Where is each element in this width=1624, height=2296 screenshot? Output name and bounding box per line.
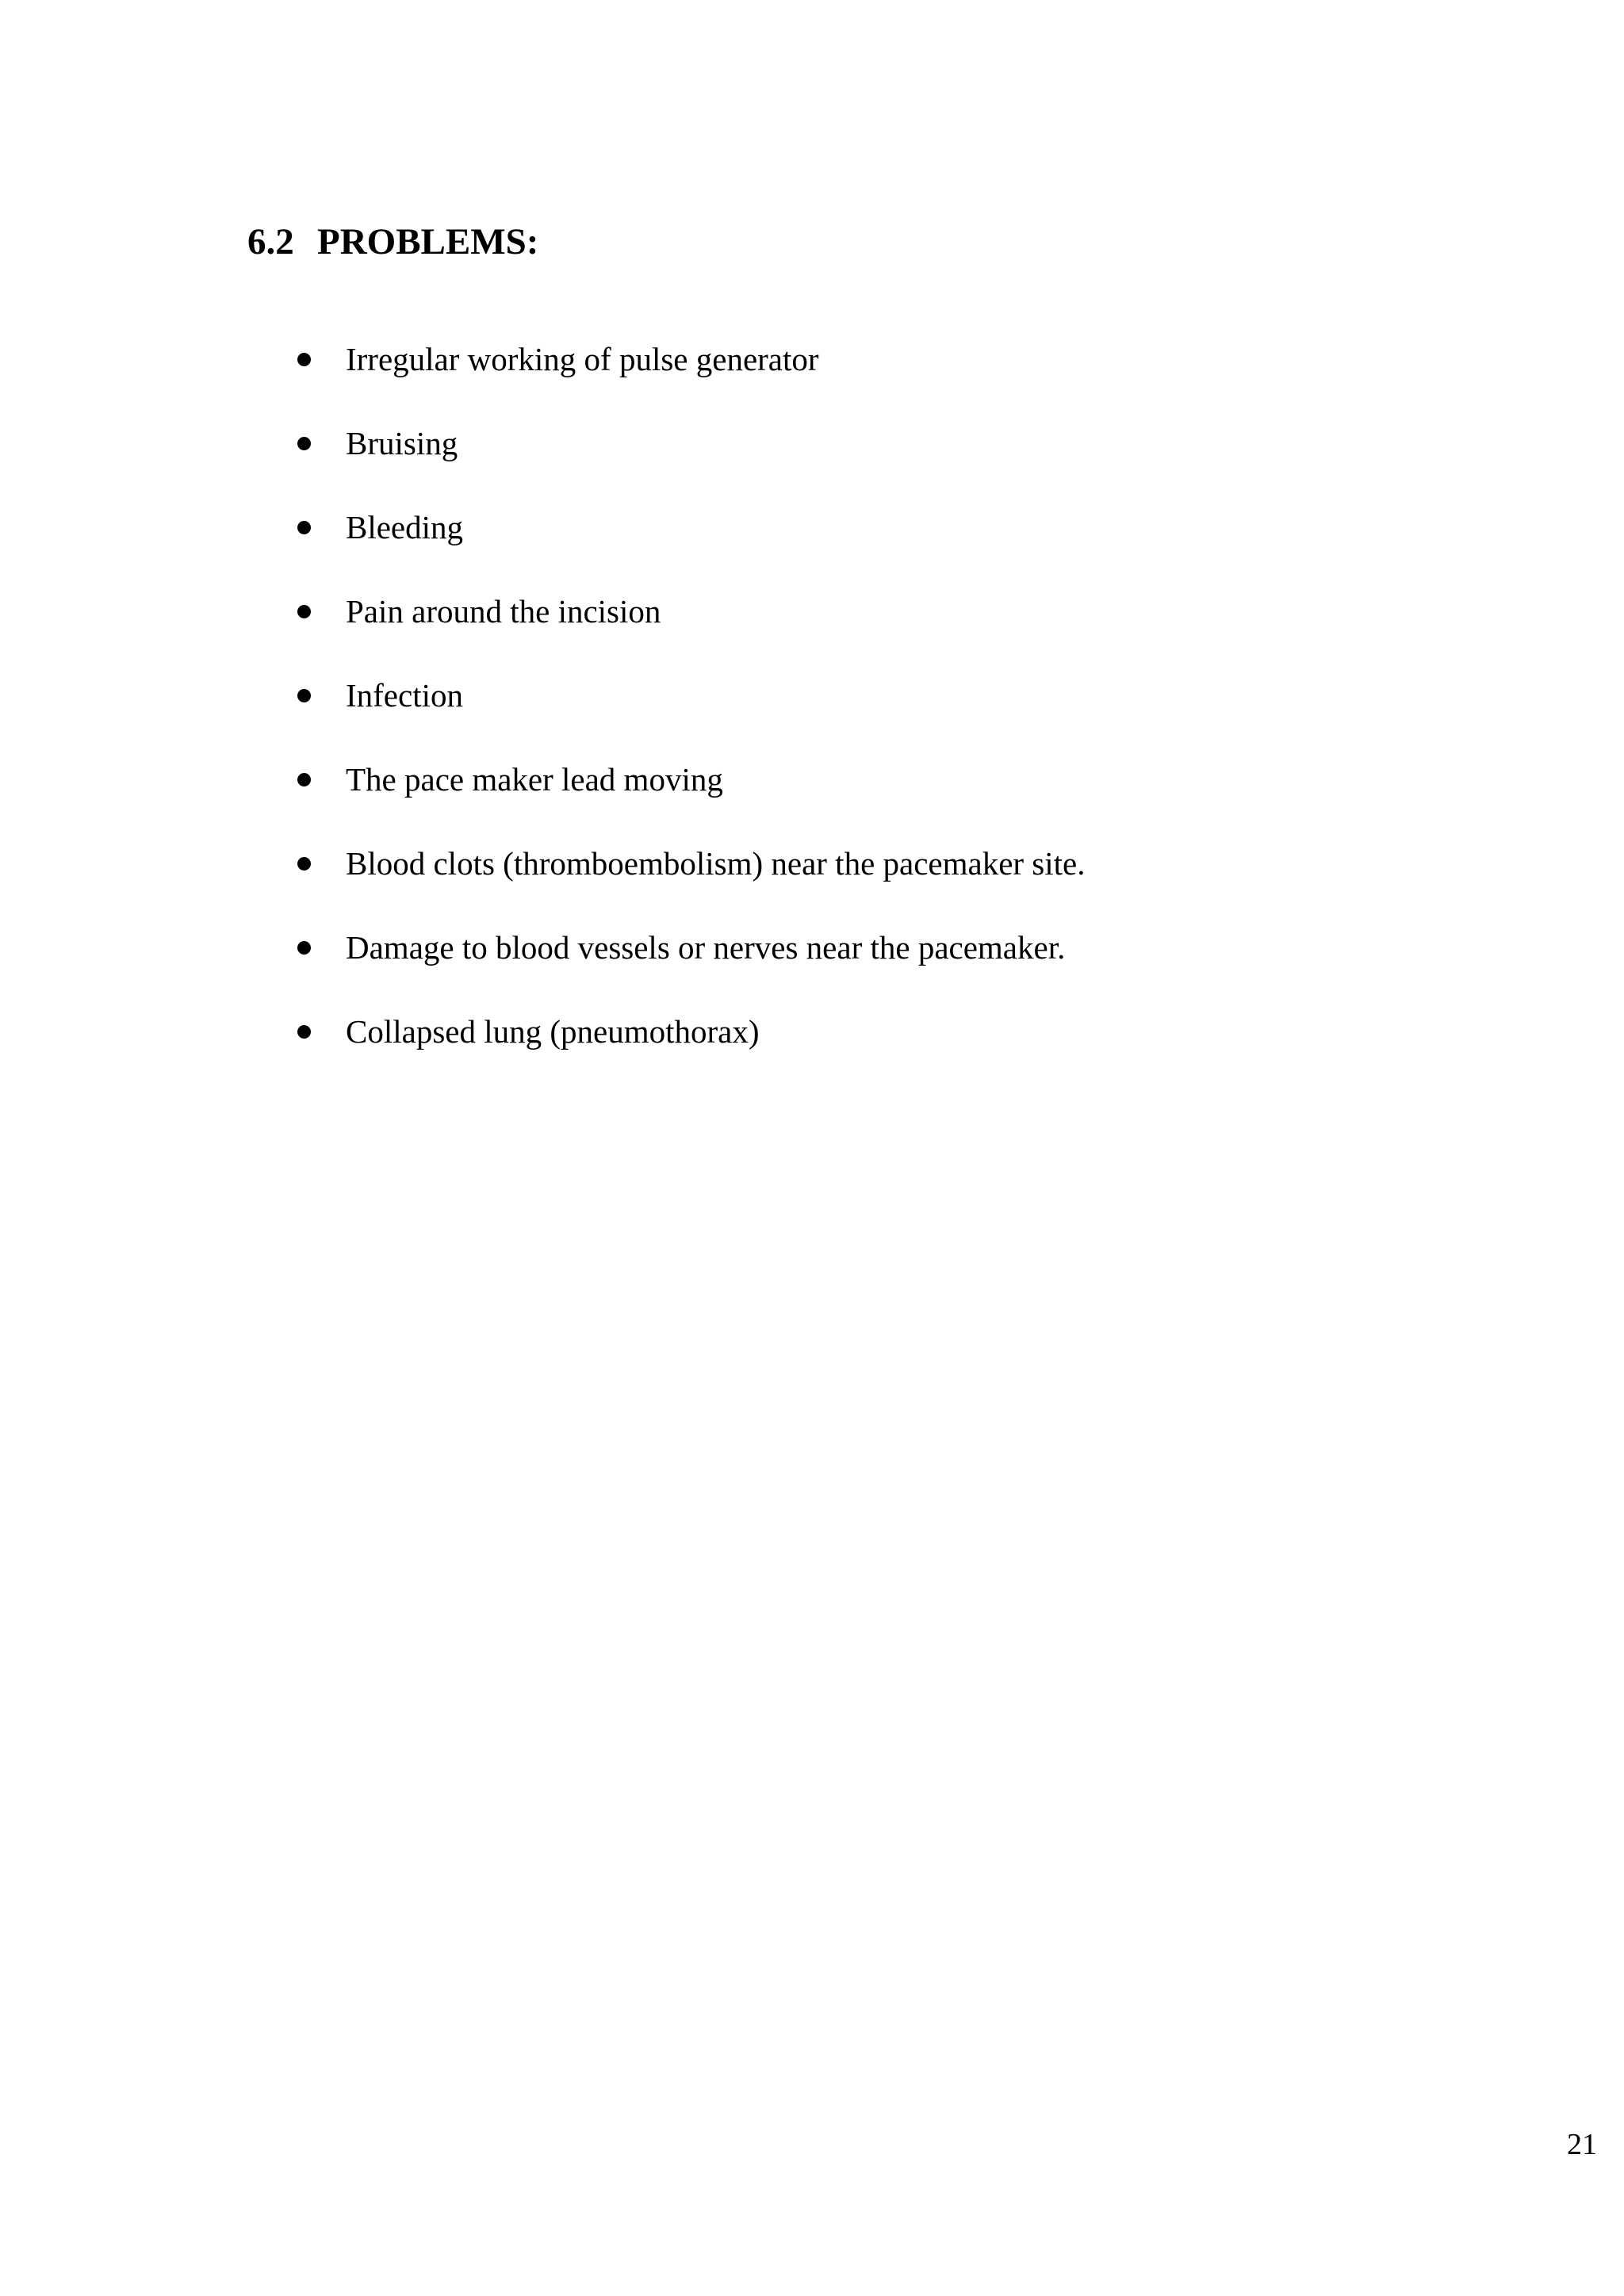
bullet-icon bbox=[297, 857, 311, 871]
list-item bbox=[0, 756, 1427, 840]
list-item bbox=[0, 503, 1427, 587]
section-heading bbox=[247, 214, 538, 270]
problem-list bbox=[0, 335, 1427, 1092]
bullet-icon bbox=[297, 521, 311, 534]
list-item-text: The pace maker lead moving bbox=[346, 761, 723, 798]
list-item bbox=[0, 672, 1427, 756]
list-item bbox=[0, 840, 1427, 924]
bullet-icon bbox=[297, 689, 311, 702]
section-title: PROBLEMS: bbox=[317, 221, 539, 262]
bullet-icon bbox=[297, 941, 311, 955]
list-item-text: Collapsed lung (pneumothorax) bbox=[346, 1013, 760, 1050]
list-item-text: Infection bbox=[346, 677, 463, 714]
bullet-icon bbox=[297, 1025, 311, 1039]
list-item bbox=[0, 924, 1427, 1008]
bullet-icon bbox=[297, 353, 311, 366]
list-item-text: Bruising bbox=[346, 425, 458, 461]
list-item bbox=[0, 335, 1427, 419]
page-number: 21 bbox=[1567, 2128, 1597, 2161]
list-item-text: Damage to blood vessels or nerves near the pacemaker. bbox=[346, 929, 1066, 966]
list-item-text: Irregular working of pulse generator bbox=[346, 341, 819, 377]
list-item bbox=[0, 1008, 1427, 1092]
bullet-icon bbox=[297, 437, 311, 450]
list-item-text: Blood clots (thromboembolism) near the pacemaker site. bbox=[346, 845, 1086, 882]
bullet-icon bbox=[297, 605, 311, 618]
list-item-text: Pain around the incision bbox=[346, 593, 661, 629]
list-item-text: Bleeding bbox=[346, 509, 464, 545]
section-number: 6.2 bbox=[247, 221, 294, 262]
bullet-icon bbox=[297, 773, 311, 786]
list-item bbox=[0, 587, 1427, 672]
list-item bbox=[0, 419, 1427, 503]
